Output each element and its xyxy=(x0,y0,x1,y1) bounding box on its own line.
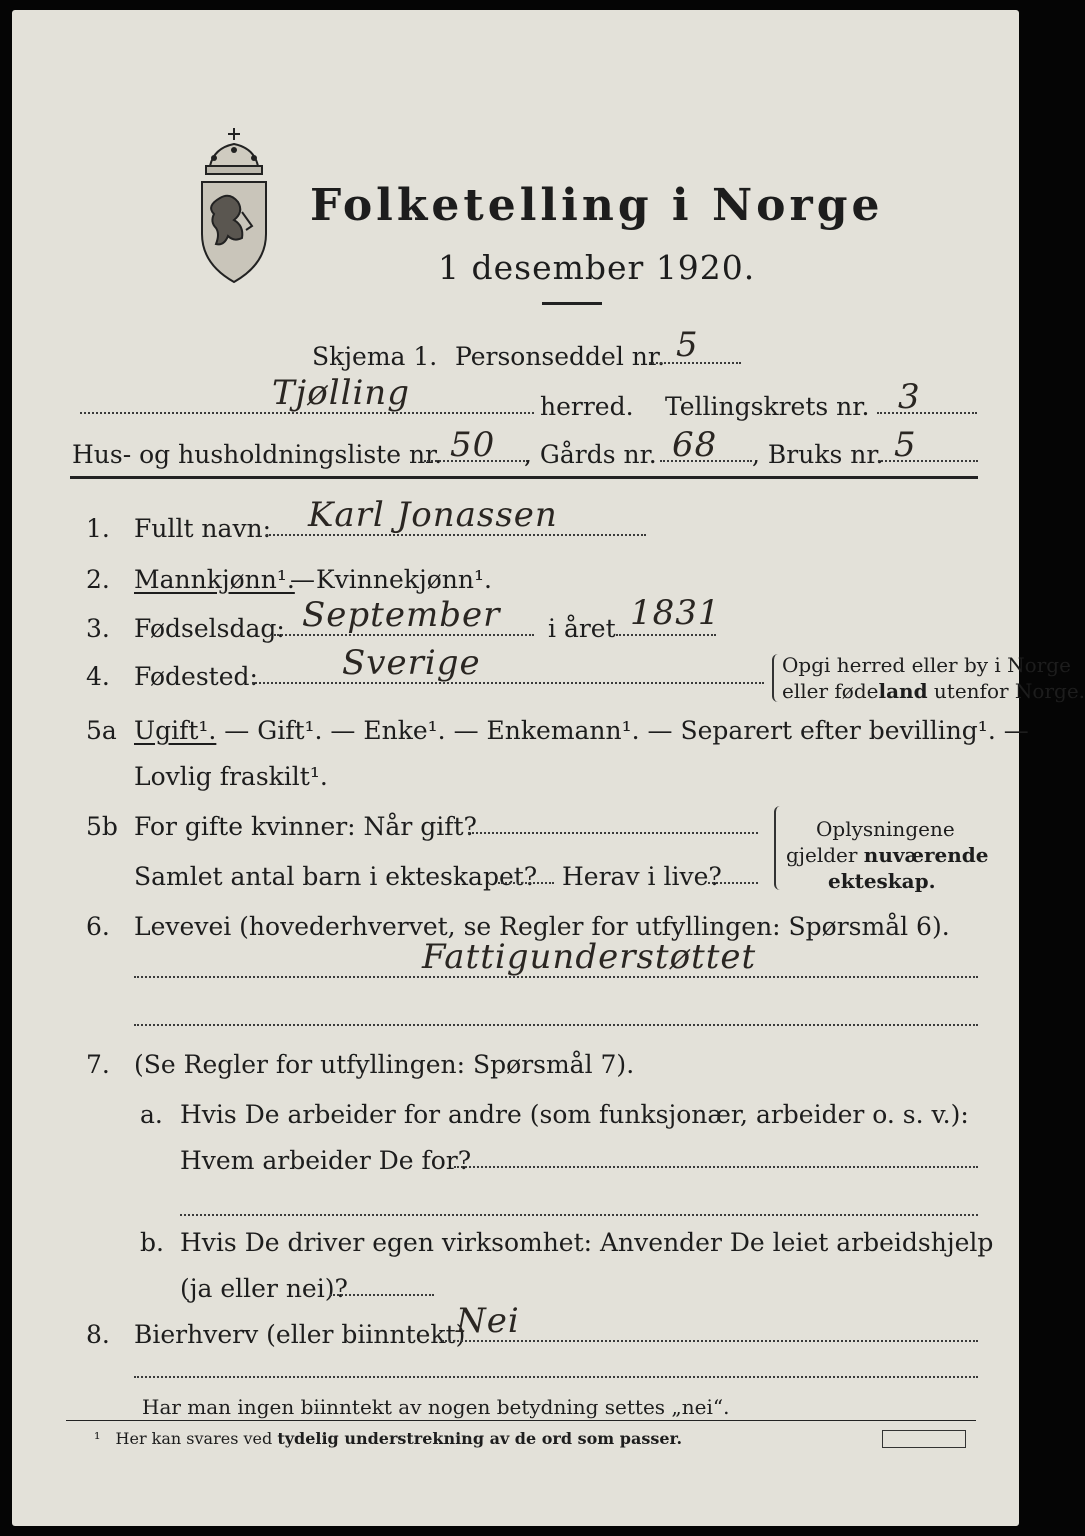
census-form-page xyxy=(12,10,1085,1526)
q5b-line2b: Herav i live? xyxy=(562,862,722,891)
bruks-line xyxy=(878,460,978,462)
q8-number: 8. xyxy=(86,1320,110,1349)
q4-note-line2: eller fødeland utenfor Norge. xyxy=(782,679,1085,703)
q7a-line3-dots xyxy=(180,1214,978,1216)
herred-label: herred. xyxy=(540,392,634,421)
q1-value: Karl Jonassen xyxy=(308,495,558,535)
q3-label: Fødselsdag: xyxy=(134,614,285,643)
q7a-line2-dots xyxy=(454,1166,978,1168)
bruks-label: , Bruks nr. xyxy=(752,440,884,469)
q2-male-option: Mannkjønn¹. xyxy=(134,565,295,594)
census-date: 1 desember 1920. xyxy=(438,248,756,287)
q5b-note-bracket xyxy=(774,806,782,890)
q5b-number: 5b xyxy=(86,812,118,841)
footnote-rule xyxy=(66,1420,976,1421)
gards-value: 68 xyxy=(672,425,718,465)
q4-label: Fødested: xyxy=(134,662,258,691)
q5b-line1-dots xyxy=(468,832,758,834)
q5a-options xyxy=(134,716,1029,746)
q8-line xyxy=(442,1340,978,1342)
bruks-value: 5 xyxy=(894,425,917,465)
q5b-line2-dots-b xyxy=(708,882,758,884)
herred-value: Tjølling xyxy=(272,373,410,413)
nei-note: Har man ingen biinntekt av nogen betydning settes „nei“. xyxy=(142,1395,730,1419)
q2-female-option: Kvinnekjønn¹. xyxy=(316,565,492,594)
gards-label: , Gårds nr. xyxy=(524,440,657,469)
q7b-line2: (ja eller nei)? xyxy=(180,1274,348,1303)
q5b-line1: For gifte kvinner: Når gift? xyxy=(134,812,477,841)
personseddel-label: Personseddel nr. xyxy=(455,342,666,371)
tellingskrets-label: Tellingskrets nr. xyxy=(665,392,870,421)
norwegian-coat-of-arms-icon xyxy=(190,122,278,288)
q7a-number: a. xyxy=(140,1100,163,1129)
husliste-label: Hus- og husholdningsliste nr. xyxy=(72,440,443,469)
husliste-value: 50 xyxy=(450,425,496,465)
tellingskrets-line xyxy=(877,412,977,414)
q5b-line2: Samlet antal barn i ekteskapet? xyxy=(134,862,538,891)
q7a-line2: Hvem arbeider De for? xyxy=(180,1146,472,1175)
q7b-line2-dots xyxy=(330,1294,434,1296)
q8-value: Nei xyxy=(456,1301,520,1341)
q7a-line1: Hvis De arbeider for andre (som funksjonær, arbeider o. s. v.): xyxy=(180,1100,969,1129)
q8-label: Bierhverv (eller biinntekt) xyxy=(134,1320,466,1349)
header-rule xyxy=(70,476,978,479)
q6-number: 6. xyxy=(86,912,110,941)
q1-label: Fullt navn: xyxy=(134,514,272,543)
q2-number: 2. xyxy=(86,565,110,594)
q5b-note-line2: gjelder nuværende xyxy=(786,843,989,867)
q4-note-line1: Opgi herred eller by i Norge xyxy=(782,653,1071,677)
q5a-other-options: — Gift¹. — Enke¹. — Enkemann¹. — Separert efter bevilling¹. — xyxy=(216,716,1029,745)
q3-year-line xyxy=(616,634,716,636)
personseddel-value: 5 xyxy=(676,325,699,365)
q7-number: 7. xyxy=(86,1050,110,1079)
tellingskrets-value: 3 xyxy=(898,377,921,417)
q7b-number: b. xyxy=(140,1228,164,1257)
q5a-line2: Lovlig fraskilt¹. xyxy=(134,762,328,791)
schema-label: Skjema 1. xyxy=(312,342,438,371)
q4-value: Sverige xyxy=(342,643,481,683)
q3-number: 3. xyxy=(86,614,110,643)
q2-separator: — xyxy=(290,565,315,594)
q8-line2 xyxy=(134,1376,978,1378)
title-divider xyxy=(542,302,602,305)
footnote: ¹ Her kan svares ved tydelig understrekning av de ord som passer. xyxy=(94,1429,683,1448)
q6-label: Levevei (hovederhvervet, se Regler for utfyllingen: Spørsmål 6). xyxy=(134,912,950,941)
q5a-ugift-option: Ugift¹. xyxy=(134,716,217,745)
q5b-line2-dots-a xyxy=(498,882,554,884)
q3-year-value: 1831 xyxy=(630,593,721,633)
q3-year-label: i året xyxy=(548,614,616,643)
form-title: Folketelling i Norge xyxy=(310,180,884,231)
q1-number: 1. xyxy=(86,514,110,543)
q4-number: 4. xyxy=(86,662,110,691)
footnote-marker: ¹ xyxy=(94,1429,101,1448)
q5b-note-line1: Oplysningene xyxy=(816,817,955,841)
q5a-number: 5a xyxy=(86,716,117,745)
q6-line2 xyxy=(134,1024,978,1026)
q6-value: Fattigunderstøttet xyxy=(422,937,757,977)
q5b-note-line3: ekteskap. xyxy=(828,869,936,893)
q7b-line1: Hvis De driver egen virksomhet: Anvender De leiet arbeidshjelp xyxy=(180,1228,994,1257)
q4-line xyxy=(252,682,764,684)
q4-note-bracket xyxy=(772,654,780,702)
q7-label: (Se Regler for utfyllingen: Spørsmål 7). xyxy=(134,1050,635,1079)
printer-stamp xyxy=(882,1430,966,1448)
q3-value: September xyxy=(302,595,501,635)
